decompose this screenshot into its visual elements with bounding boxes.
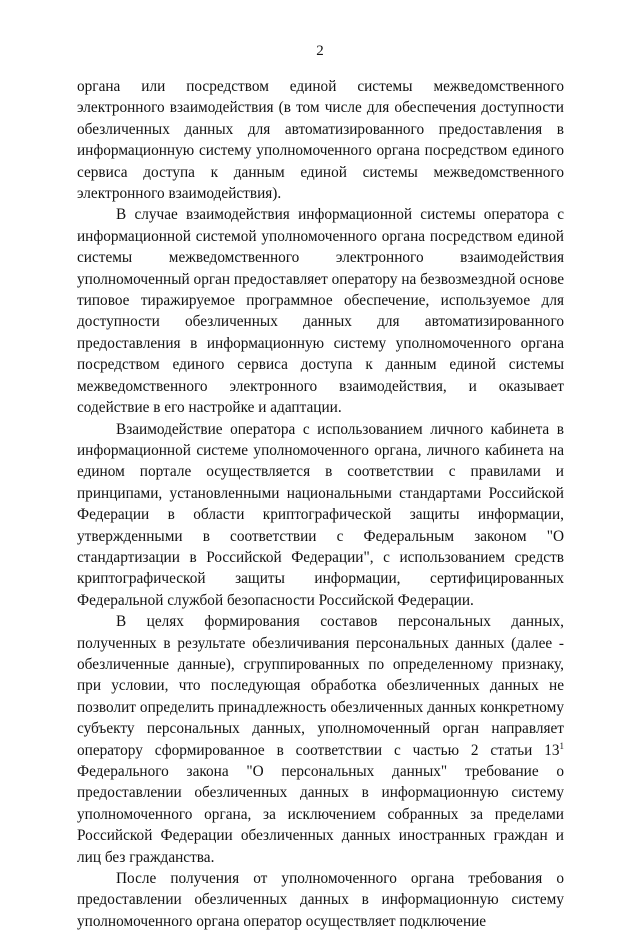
paragraph-continuation: органа или посредством единой системы межведомственного электронного взаимодействия (в том числе для обеспечения доступности обезличенных данных для автоматизированного предоставления в информационную систему уполномоченного органа посредством единого сервиса доступа к данным единой системы межведомственного электронного взаимодействия). <box>77 78 564 203</box>
paragraph-anonymized-data-requirement <box>77 611 564 868</box>
paragraph-after-request: После получения от уполномоченного органа требования о предоставлении обезличенных данных в информационную систему уполномоченного органа оператор осуществляет подключение <box>77 870 564 930</box>
paragraph-interaction-case: В случае взаимодействия информационной системы оператора с информационной системой уполномоченного органа посредством единой системы межведомственного электронного взаимодействия уполномоченный орган предоставляет оператору на безвозмездной основе типовое тиражируемое программное обеспечение, используемое для доступности обезличенных данных для автоматизированного предоставления в информационную систему уполномоченного органа посредством единого сервиса доступа к данным единой системы межведомственного электронного взаимодействия, и оказывает содействие в его настройке и адаптации. <box>77 206 564 417</box>
document-body <box>77 76 564 932</box>
paragraph-text-part: В целях формирования составов персональных данных, полученных в результате обезличивания персональных данных (далее - обезличенные данные), сгруппированных по определенному признаку, при условии, что последующая обработка обезличенных данных не позволит определить принадлежность обезличенных данных конкретному субъекту персональных данных, уполномоченный орган направляет оператору сформированное в соответствии с частью 2 статьи 13 <box>77 613 564 759</box>
paragraph-text-part: Федерального закона "О персональных данных" требование о предоставлении обезличенных данных в информационную систему уполномоченного органа, за исключением собранных за пределами Российской Федерации обезличенных данных иностранных граждан и лиц без гражданства. <box>77 763 564 866</box>
paragraph-operator-interaction: Взаимодействие оператора с использованием личного кабинета в информационной системе уполномоченного органа, личного кабинета на едином портале осуществляется в соответствии с правилами и принципами, установленными национальными стандартами Российской Федерации в области криптографической защиты информации, утвержденными в соответствии с Федеральным законом "О стандартизации в Российской Федерации", с использованием средств криптографической защиты информации, сертифицированных Федеральной службой безопасности Российской Федерации. <box>77 420 564 609</box>
article-superscript: 1 <box>559 740 564 751</box>
page-number: 2 <box>316 43 324 59</box>
